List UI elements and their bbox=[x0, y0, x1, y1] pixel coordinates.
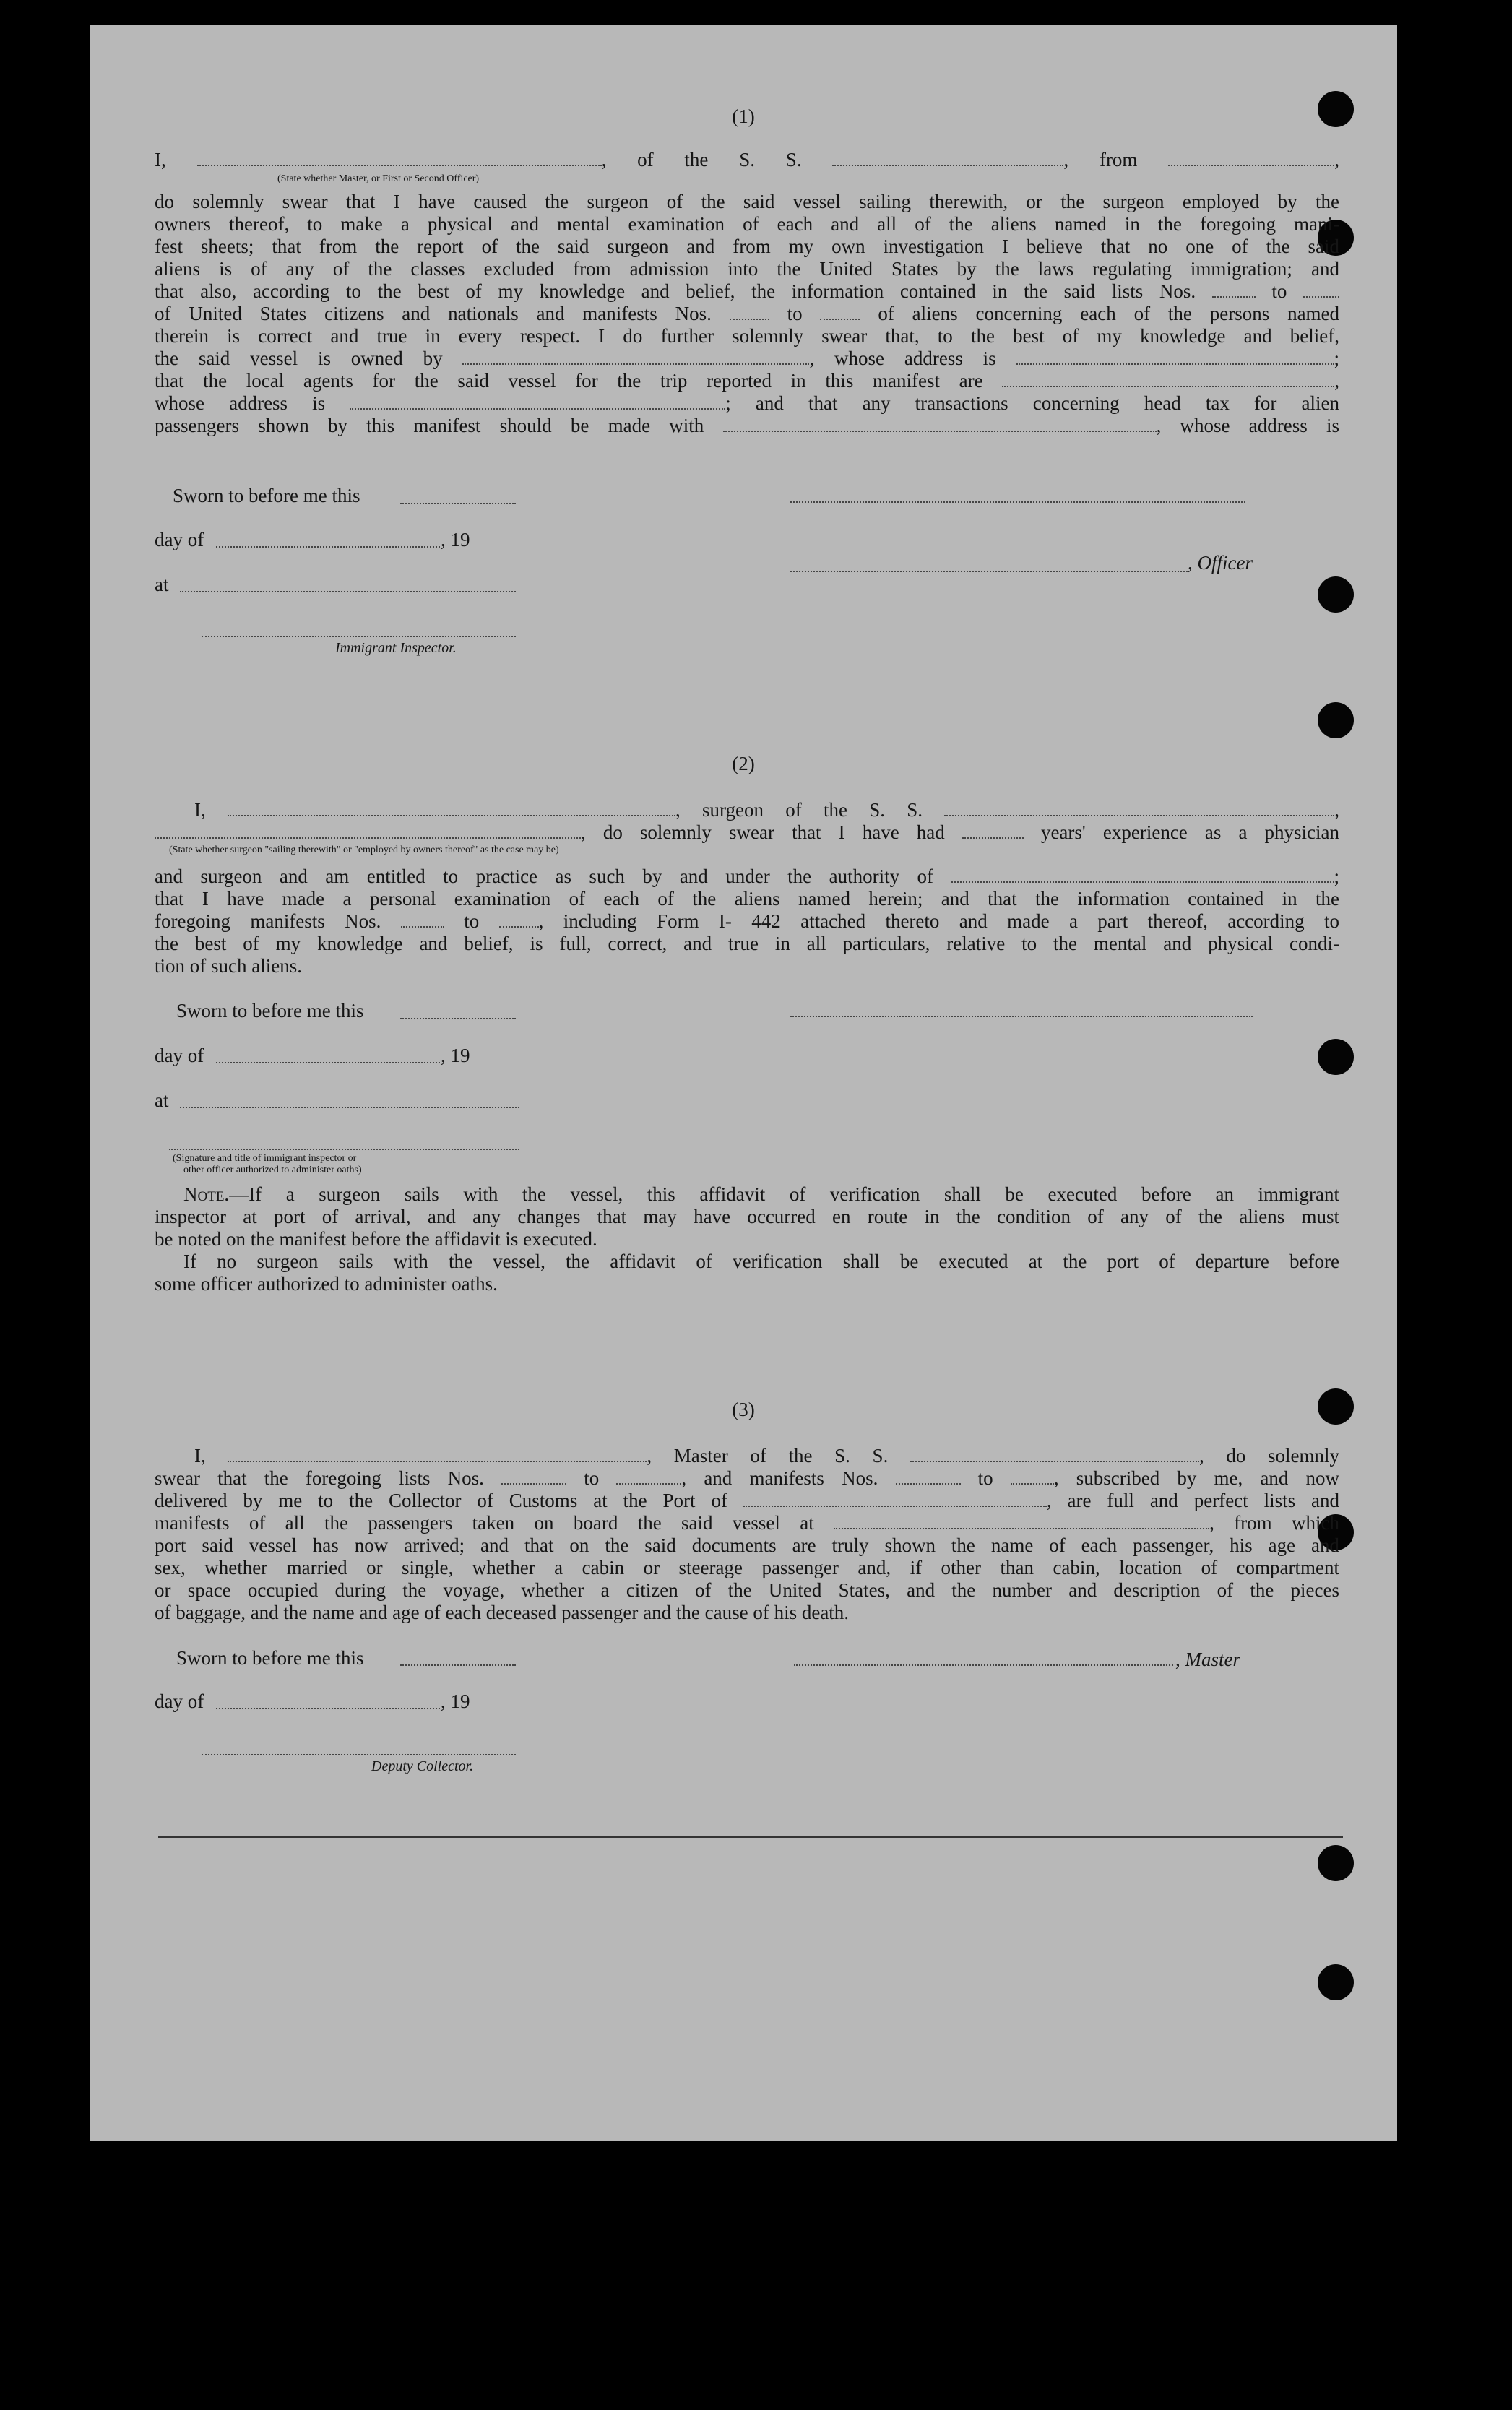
section-3-year: , 19 bbox=[441, 1690, 470, 1712]
immigrant-inspector-label: Immigrant Inspector. bbox=[335, 640, 457, 656]
signature-line bbox=[202, 636, 516, 637]
section-1-agents-line: that the local agents for the said vessel for the trip reported in this manifest are , bbox=[155, 370, 1340, 392]
blank-field bbox=[944, 800, 1334, 816]
section-2-day-of: day of bbox=[155, 1045, 204, 1066]
section-2-body-line: tion of such aliens. bbox=[155, 955, 302, 977]
signature-line bbox=[169, 1149, 519, 1150]
note-line: If no surgeon sails with the vessel, the affidavit of verification shall be executed at the port of departure before bbox=[183, 1251, 1339, 1272]
section-1-address-line: whose address is ; and that any transactions concerning head tax for alien bbox=[155, 392, 1339, 414]
section-3-sworn: Sworn to before me this bbox=[176, 1647, 364, 1669]
punch-hole bbox=[1318, 576, 1354, 613]
blank-field bbox=[1303, 282, 1339, 298]
section-2-year: , 19 bbox=[441, 1045, 470, 1066]
signature-caption: other officer authorized to administer oaths) bbox=[183, 1165, 362, 1175]
blank-field bbox=[501, 1469, 566, 1485]
note-line: be noted on the manifest before the affidavit is executed. bbox=[155, 1228, 597, 1250]
section-1-body-line: fest sheets; that from the report of the said surgeon and from my own investigation I believe that no one of the said bbox=[155, 236, 1339, 257]
section-1-citizens-line: of United States citizens and nationals and manifests Nos. to of aliens concerning each of the persons named bbox=[155, 303, 1340, 324]
master-label: , Master bbox=[1175, 1649, 1240, 1670]
section-1-body-line: owners thereof, to make a physical and mental examination of each and all of the aliens named in the foregoing mani- bbox=[155, 213, 1339, 235]
note-line: Note.—If a surgeon sails with the vessel, this affidavit of verification shall be executed before an immigrant bbox=[183, 1183, 1339, 1205]
signature-line bbox=[790, 501, 1245, 503]
officer-label: , Officer bbox=[1188, 552, 1253, 574]
blank-field bbox=[216, 546, 440, 548]
note-label: Note. bbox=[183, 1183, 230, 1205]
section-3-line-2: swear that the foregoing lists Nos. to , and manifests Nos. to , subscribed by me, and now bbox=[155, 1467, 1340, 1489]
blank-field bbox=[216, 1062, 440, 1063]
blank-field bbox=[180, 591, 516, 592]
blank-field bbox=[1011, 1469, 1054, 1485]
section-1-day-of: day of bbox=[155, 529, 204, 550]
section-2-caption: (State whether surgeon "sailing therewith" or "employed by owners thereof" as the case may be) bbox=[169, 845, 559, 855]
blank-field bbox=[155, 823, 581, 839]
blank-field bbox=[730, 304, 769, 320]
section-3-day-of: day of bbox=[155, 1690, 204, 1712]
blank-field bbox=[962, 823, 1024, 839]
section-1-body-line: do solemnly swear that I have caused the surgeon of the said vessel sailing therewith, or the surgeon employed by the bbox=[155, 191, 1339, 212]
blank-field bbox=[228, 1446, 647, 1462]
blank-field bbox=[1016, 349, 1334, 365]
note-line: inspector at port of arrival, and any changes that may have occurred en route in the condition of any of the aliens must bbox=[155, 1206, 1339, 1227]
blank-field bbox=[1168, 150, 1334, 166]
section-2-body-line: the best of my knowledge and belief, is full, correct, and true in all particulars, relative to the mental and physical condi- bbox=[155, 933, 1339, 954]
punch-hole bbox=[1318, 1964, 1354, 2000]
signature-caption: (Signature and title of immigrant inspector or bbox=[173, 1153, 357, 1164]
blank-field bbox=[228, 800, 675, 816]
blank-field bbox=[400, 1664, 516, 1666]
punch-hole bbox=[1318, 1039, 1354, 1075]
section-3-body-line: or space occupied during the voyage, whether a citizen of the United States, and the number and description of the pieces bbox=[155, 1579, 1339, 1601]
section-2-at: at bbox=[155, 1089, 169, 1111]
section-3-line-1: I, , Master of the S. S. , do solemnly bbox=[194, 1445, 1339, 1467]
section-2-sworn: Sworn to before me this bbox=[176, 1000, 364, 1022]
section-1-at: at bbox=[155, 574, 169, 595]
section-3-line-4: manifests of all the passengers taken on board the said vessel at , from which bbox=[155, 1512, 1339, 1534]
section-3-body-line: sex, whether married or single, whether a cabin or steerage passenger and, if other than cabin, location of compartment bbox=[155, 1557, 1339, 1578]
manifest-affidavit-page bbox=[90, 25, 1397, 2141]
blank-field bbox=[400, 503, 516, 504]
section-1-year: , 19 bbox=[441, 529, 470, 550]
blank-field bbox=[400, 1018, 516, 1019]
punch-hole bbox=[1318, 702, 1354, 738]
blank-field bbox=[401, 912, 444, 928]
section-1-line-1: I, , of the S. S. , from , bbox=[155, 149, 1339, 170]
blank-field bbox=[896, 1469, 961, 1485]
section-1-body-line: aliens is of any of the classes excluded from admission into the United States by the laws regulating immigration; and bbox=[155, 258, 1339, 280]
section-2-number: (2) bbox=[732, 753, 755, 774]
blank-field bbox=[180, 1107, 519, 1108]
section-3-line-3: delivered by me to the Collector of Customs at the Port of , are full and perfect lists and bbox=[155, 1490, 1339, 1511]
blank-field bbox=[1002, 371, 1334, 387]
blank-field bbox=[462, 349, 809, 365]
signature-line bbox=[202, 1754, 516, 1755]
punch-hole bbox=[1318, 1845, 1354, 1881]
section-2-body-line: that I have made a personal examination of each of the aliens named herein; and that the information contained in the bbox=[155, 888, 1339, 910]
section-2-line-2: , do solemnly swear that I have had years' experience as a physician bbox=[155, 821, 1339, 844]
section-3-number: (3) bbox=[732, 1399, 755, 1420]
master-signature-line bbox=[794, 1664, 1173, 1666]
section-3-body-line: port said vessel has now arrived; and that on the said documents are truly shown the name of each passenger, his age and bbox=[155, 1534, 1339, 1556]
section-1-caption: (State whether Master, or First or Second Officer) bbox=[277, 173, 480, 184]
deputy-collector-label: Deputy Collector. bbox=[371, 1758, 474, 1774]
officer-signature-line bbox=[790, 571, 1188, 572]
blank-field bbox=[1212, 282, 1256, 298]
note-line: some officer authorized to administer oaths. bbox=[155, 1273, 498, 1295]
signature-line bbox=[790, 1016, 1253, 1017]
section-1-passengers-line: passengers shown by this manifest should be made with , whose address is bbox=[155, 415, 1339, 436]
blank-field bbox=[616, 1469, 681, 1485]
blank-field bbox=[951, 867, 1334, 883]
section-2-line-1: I, , surgeon of the S. S. , bbox=[194, 799, 1339, 821]
section-1-owned-line: the said vessel is owned by , whose address is ; bbox=[155, 347, 1340, 369]
section-1-number: (1) bbox=[732, 105, 755, 127]
section-1-sworn: Sworn to before me this bbox=[173, 485, 360, 506]
blank-field bbox=[820, 304, 860, 320]
section-1-body-line: therein is correct and true in every respect. I do further solemnly swear that, to the best of my knowledge and belief, bbox=[155, 325, 1339, 347]
blank-field bbox=[910, 1446, 1199, 1462]
section-2-foregoing-line: foregoing manifests Nos. to , including Form I- 442 attached thereto and made a part thereof, according to bbox=[155, 910, 1340, 932]
blank-field bbox=[834, 1513, 1209, 1529]
blank-field bbox=[743, 1491, 1047, 1507]
section-1-lists-line: that also, according to the best of my knowledge and belief, the information contained in the said lists Nos. to bbox=[155, 280, 1339, 303]
blank-field bbox=[216, 1708, 440, 1709]
bottom-rule bbox=[158, 1836, 1343, 1838]
blank-field bbox=[832, 150, 1063, 166]
blank-field bbox=[197, 150, 602, 166]
section-2-authority-line: and surgeon and am entitled to practice as such by and under the authority of ; bbox=[155, 865, 1340, 887]
blank-field bbox=[723, 416, 1157, 432]
blank-field bbox=[350, 394, 725, 410]
section-3-body-line: of baggage, and the name and age of each deceased passenger and the cause of his death. bbox=[155, 1602, 850, 1623]
blank-field bbox=[499, 912, 539, 928]
